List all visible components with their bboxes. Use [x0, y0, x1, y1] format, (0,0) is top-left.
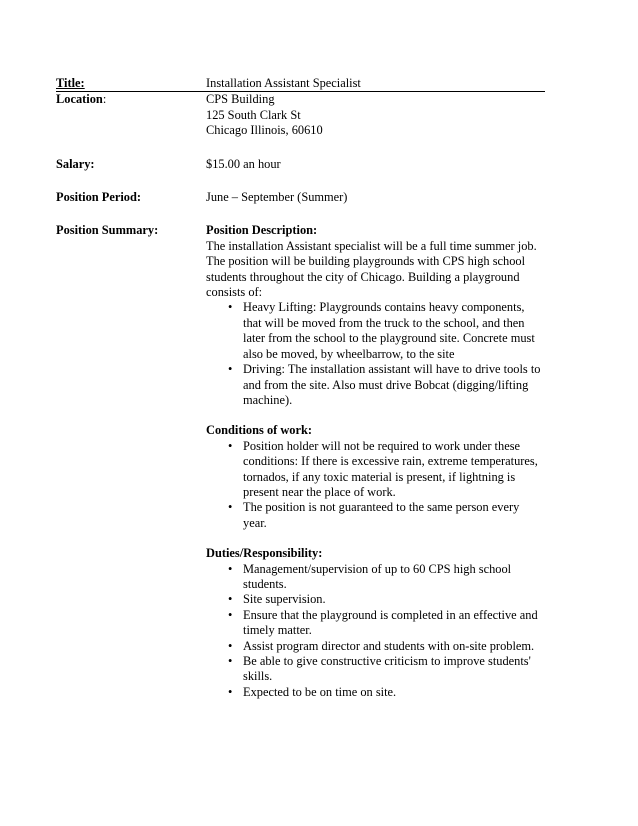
list-item — [206, 500, 546, 531]
summary-label: Position Summary: — [56, 223, 159, 238]
title-label: Title: — [56, 76, 85, 90]
list-item-text: Management/supervision of up to 60 CPS high school students. — [243, 561, 512, 591]
list-item — [206, 685, 546, 700]
period-label: Position Period: — [56, 190, 142, 205]
list-item — [206, 608, 546, 639]
bullet-icon: • — [228, 500, 233, 515]
salary-label: Salary: — [56, 156, 95, 171]
description-heading: Position Description: — [206, 223, 318, 238]
bullet-icon: • — [228, 638, 233, 653]
bullet-icon: • — [228, 300, 233, 315]
bullet-icon: • — [228, 684, 233, 699]
description-bullet-list — [206, 300, 546, 408]
bullet-icon: • — [228, 438, 233, 453]
job-description-document — [56, 76, 556, 700]
conditions-heading: Conditions of work: — [206, 423, 313, 438]
list-item-text: Ensure that the playground is completed in an effective and timely matter. — [243, 607, 538, 638]
list-item — [206, 639, 546, 654]
description-text: The installation Assistant specialist will be a full time summer job. The position will be building playgrounds with CPS high school students throughout the city of Chicago. Building a playground consists of: — [206, 238, 537, 300]
bullet-icon: • — [228, 561, 233, 576]
summary-row — [56, 223, 556, 700]
location-label-wrap — [56, 92, 206, 138]
location-colon: : — [102, 92, 107, 107]
period-row — [56, 190, 556, 205]
location-label: Location — [56, 92, 103, 107]
title-value: Installation Assistant Specialist — [206, 76, 361, 90]
list-item — [206, 562, 546, 593]
bullet-icon: • — [228, 607, 233, 622]
location-line-1: CPS Building — [206, 92, 275, 107]
location-line-3: Chicago Illinois, 60610 — [206, 123, 323, 138]
list-item — [206, 300, 546, 362]
bullet-icon: • — [228, 654, 233, 668]
title-row — [56, 76, 545, 92]
list-item-text: Site supervision. — [243, 592, 326, 607]
list-item-text: Driving: The installation assistant will have to drive tools to and from the site. Also must drive Bobcat (digging/lifting machine). — [243, 362, 541, 407]
summary-value — [206, 223, 546, 700]
location-value — [206, 92, 546, 138]
list-item-text: Position holder will not be required to work under these conditions: If there is excessive rain, extreme temperatures, tornados, if any toxic material is present, if lightning is present near the place of work. — [243, 438, 538, 499]
list-item-text: Heavy Lifting: Playgrounds contains heavy components, that will be moved from the truck to the school, and then later from the school to the playground site. Concrete must also be moved, by wheelbarrow, to the site — [243, 300, 535, 361]
duties-bullet-list — [206, 562, 546, 701]
duties-heading: Duties/Responsibility: — [206, 546, 323, 561]
period-value: June – September (Summer) — [206, 190, 348, 205]
bullet-icon: • — [228, 362, 233, 377]
conditions-section — [206, 423, 546, 531]
list-item — [206, 362, 546, 408]
list-item-text: Assist program director and students with on-site problem. — [243, 638, 535, 653]
location-row — [56, 92, 556, 138]
list-item — [206, 439, 546, 501]
list-item-text: The position is not guaranteed to the same person every year. — [243, 500, 520, 530]
location-line-2: 125 South Clark St — [206, 107, 301, 122]
conditions-bullet-list — [206, 439, 546, 531]
list-item — [206, 592, 546, 607]
bullet-icon: • — [228, 592, 233, 607]
salary-row — [56, 157, 556, 172]
list-item-text: Expected to be on time on site. — [243, 684, 397, 699]
salary-value: $15.00 an hour — [206, 156, 281, 171]
list-item-text: Be able to give constructive criticism to improve students' skills. — [243, 654, 531, 684]
list-item — [206, 654, 546, 685]
duties-section — [206, 546, 546, 700]
description-section — [206, 223, 546, 408]
